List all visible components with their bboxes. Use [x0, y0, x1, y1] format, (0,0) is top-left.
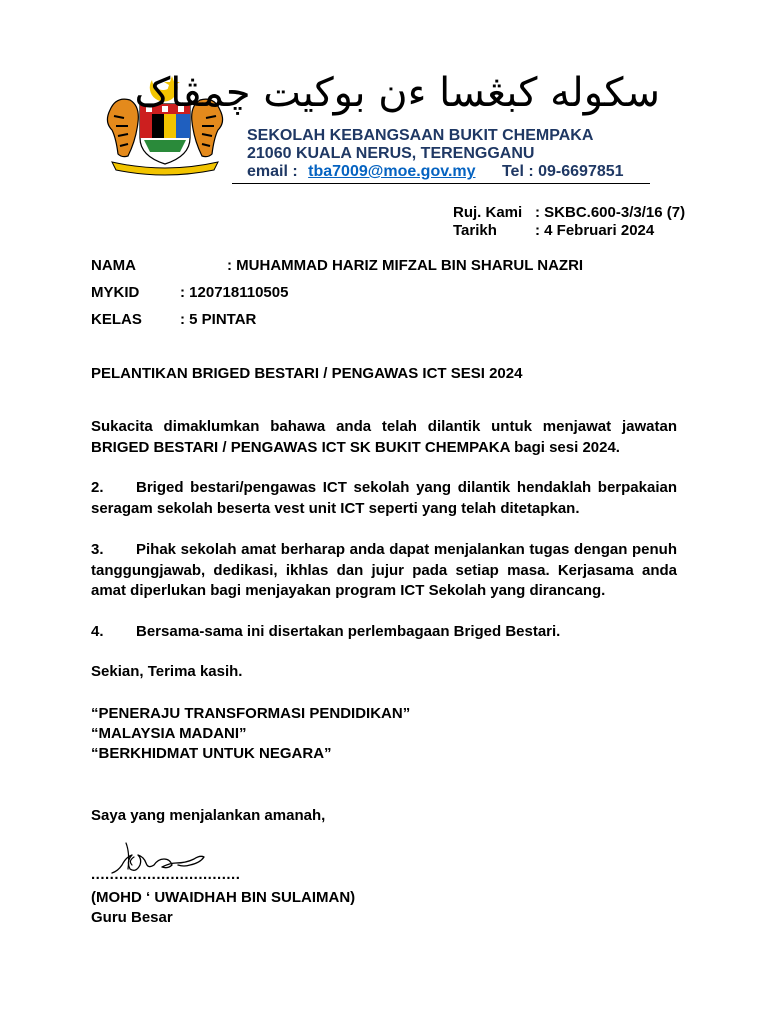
closing-line: Sekian, Terima kasih.	[91, 663, 243, 680]
paragraph-3-text: Pihak sekolah amat berharap anda dapat menjalankan tugas dengan penuh tanggungjawab, dedikasi, ikhlas dan jujur pada setiap masa. Kerjasama anda amat diperlukan bagi menjayakan program ICT Sekolah yang dirancang.	[91, 541, 677, 599]
paragraph-4-text: Bersama-sama ini disertakan perlembagaan Briged Bestari.	[136, 623, 561, 640]
paragraph-3	[91, 540, 677, 602]
paragraph-1: Sukacita dimaklumkan bahawa anda telah dilantik untuk menjawat jawatan BRIGED BESTARI / PENGAWAS ICT SK BUKIT CHEMPAKA bagi sesi 2024.	[91, 418, 677, 456]
paragraph-3-number: 3.	[91, 541, 104, 558]
recipient-name-row	[91, 257, 583, 274]
signoff-line: Saya yang menjalankan amanah,	[91, 807, 326, 824]
reference-number	[453, 204, 685, 221]
class-value: : 5 PINTAR	[180, 311, 257, 328]
signatory-title: Guru Besar	[91, 909, 173, 926]
letter-date	[453, 222, 654, 239]
school-address: 21060 KUALA NERUS, TERENGGANU	[247, 145, 535, 162]
contact-line	[247, 163, 624, 181]
email-link[interactable]: tba7009@moe.gov.my	[308, 163, 476, 180]
mykid-label: MYKID	[91, 284, 140, 301]
name-value: : MUHAMMAD HARIZ MIFZAL BIN SHARUL NAZRI	[227, 257, 584, 274]
signature-line: ................................	[91, 866, 241, 883]
header-divider	[232, 183, 650, 184]
reference-label: Ruj. Kami	[453, 204, 523, 221]
letter-subject: PELANTIKAN BRIGED BESTARI / PENGAWAS ICT SESI 2024	[91, 365, 523, 382]
name-label: NAMA	[91, 257, 136, 274]
phone-number: Tel : 09-6697851	[501, 163, 624, 180]
signatory-name: (MOHD ‘ UWAIDHAH BIN SULAIMAN)	[91, 889, 356, 906]
paragraph-2-text: Briged bestari/pengawas ICT sekolah yang dilantik hendaklah berpakaian seragam sekolah beserta vest unit ICT seperti yang telah ditetapkan.	[91, 479, 677, 517]
paragraph-2-number: 2.	[91, 479, 104, 496]
school-name: SEKOLAH KEBANGSAAN BUKIT CHEMPAKA	[247, 127, 594, 144]
paragraph-4	[91, 622, 677, 643]
recipient-class-row	[91, 311, 256, 328]
date-value: : 4 Februari 2024	[535, 222, 655, 239]
recipient-mykid-row	[91, 284, 288, 301]
reference-value: : SKBC.600-3/3/16 (7)	[535, 204, 686, 221]
paragraph-4-number: 4.	[91, 623, 104, 640]
mykid-value: : 120718110505	[180, 284, 289, 301]
slogan-2: “MALAYSIA MADANI”	[91, 725, 247, 742]
email-label: email :	[247, 163, 298, 180]
slogan-3: “BERKHIDMAT UNTUK NEGARA”	[91, 745, 332, 762]
class-label: KELAS	[91, 311, 142, 328]
paragraph-2	[91, 478, 677, 519]
slogan-1: “PENERAJU TRANSFORMASI PENDIDIKAN”	[91, 705, 411, 722]
date-label: Tarikh	[453, 222, 497, 239]
school-name-jawi: سکوله کبڠسا ءن بوکيت چمڤاک	[134, 70, 660, 116]
